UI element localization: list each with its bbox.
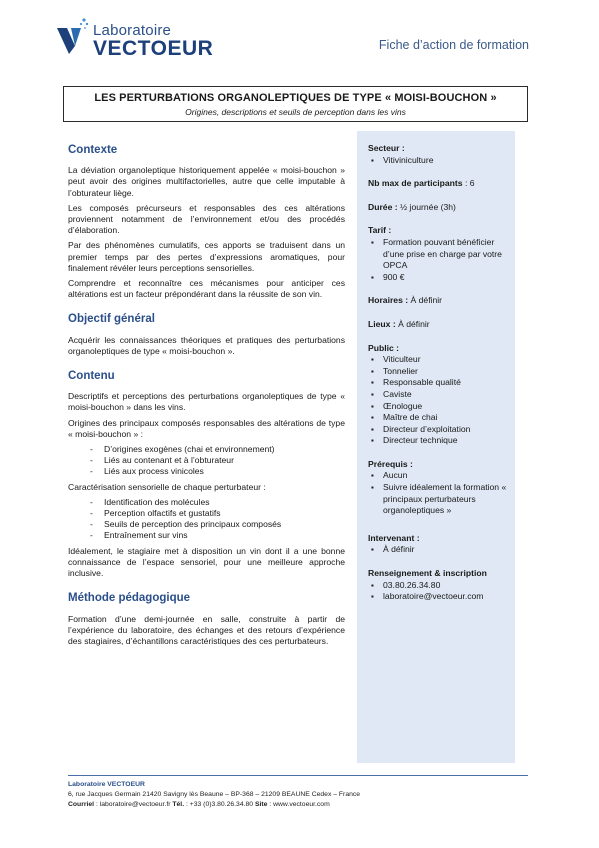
list-item: ▪ Caviste	[368, 389, 515, 401]
list-item: ▪ Directeur d’exploitation	[368, 424, 515, 436]
section-objectif	[68, 314, 345, 357]
duree-value: ½ journée (3h)	[397, 201, 456, 212]
list-item: ▪ Viticulteur	[368, 354, 515, 366]
secteur-block	[368, 143, 515, 166]
section-methode	[68, 593, 345, 647]
paragraph: La déviation organoleptique historiquement appelée « moisi-bouchon » peut avoir des origines multifactorielles, autre que celle imputable à l’obturateur liège.	[68, 165, 345, 198]
footer-contact: Courriel : laboratoire@vectoeur.fr Tél. : +33 (0)3.80.26.34.80 Site : www.vectoeur.com	[68, 801, 330, 808]
horaires-label: Horaires :	[368, 295, 409, 306]
horaires-block	[368, 295, 515, 307]
list-item: ▪ Responsable qualité	[368, 377, 515, 389]
title-box	[63, 86, 528, 122]
lieux-label: Lieux :	[368, 318, 396, 329]
list-item: ▪ Directeur technique	[368, 435, 515, 447]
dash-list	[68, 497, 345, 542]
prerequis-label: Prérequis :	[368, 458, 413, 469]
footer-company: Laboratoire VECTOEUR	[68, 781, 145, 788]
paragraph: Par des phénomènes cumulatifs, ces apports se traduisent dans un premier temps par des pertes d’expressions aromatiques, pour finalement révéler leurs perceptions sensorielles.	[68, 240, 345, 273]
list-item: - Identification des molécules	[90, 496, 210, 507]
info-sidebar	[357, 131, 515, 763]
document-type: Fiche d’action de formation	[378, 38, 529, 52]
logo-line2: VECTOEUR	[93, 37, 214, 60]
paragraph: Les composés précurseurs et responsables des ces altérations proviennent notamment de l’environnement et/ou des procédés d’élaboration.	[68, 202, 345, 236]
paragraph: Acquérir les connaissances théoriques et pratiques des perturbations organoleptiques de type « moisi-bouchon ».	[68, 334, 345, 356]
list-item: ▪ Œnologue	[368, 401, 515, 413]
paragraph: Comprendre et reconnaître ces mécanismes pour anticiper ces altérations est un facteur prépondérant dans la réussite de son vin.	[68, 278, 345, 300]
lieux-block	[368, 319, 515, 331]
logo	[57, 12, 227, 60]
list-item: - Entraînement sur vins	[90, 530, 188, 541]
list-item: ▪ Maître de chai	[368, 412, 515, 424]
footer-address: 6, rue Jacques Germain 21420 Savigny lès Beaune – BP-368 – 21209 BEAUNE Cedex – France	[68, 791, 361, 798]
intervenant-block	[368, 533, 515, 556]
secteur-label: Secteur :	[368, 143, 405, 153]
tarif-block	[368, 225, 515, 283]
section-heading: Contexte	[68, 144, 118, 156]
section-contexte	[68, 145, 345, 300]
page-subtitle: Origines, descriptions et seuils de perception dans les vins	[185, 107, 406, 117]
paragraph: Formation d’une demi-journée en salle, construite à partir de l’expérience du laboratoire, des échanges et des retours d’expérience des stagiaires, d’échantillons caractéristiques des ces perturbateurs.	[68, 613, 345, 646]
list-item: ▪ Vitiviniculture	[368, 155, 515, 167]
main-column	[68, 145, 345, 651]
section-contenu	[68, 371, 345, 579]
list-item: ▪ Aucun	[368, 470, 515, 482]
list-item: - Perception olfactifs et gustatifs	[90, 508, 221, 519]
email-item: ▪ laboratoire@vectoeur.com	[368, 591, 515, 603]
intervenant-label: Intervenant :	[368, 532, 420, 543]
renseignement-block	[368, 568, 515, 603]
tarif-label: Tarif :	[368, 225, 392, 236]
public-label: Public :	[368, 342, 400, 353]
public-block	[368, 343, 515, 447]
participants-label: Nb max de participants	[368, 178, 463, 189]
list-item: - Seuils de perception des principaux composés	[90, 519, 282, 530]
duree-block	[368, 202, 515, 214]
list-item: ▪ À définir	[368, 544, 515, 556]
paragraph: Idéalement, le stagiaire met à disposition un vin dont il a une bonne connaissance de l’espace sensoriel, pour une meilleure approche inclusive.	[68, 545, 345, 579]
lieux-value: À définir	[395, 318, 430, 329]
list-item: - Liés au contenant et à l’obturateur	[90, 455, 234, 466]
footer-divider	[68, 775, 528, 776]
footer	[68, 780, 360, 810]
section-heading: Objectif général	[68, 313, 155, 326]
paragraph: Caractérisation sensorielle de chaque perturbateur :	[68, 481, 266, 492]
list-item: - Liés aux process vinicoles	[90, 466, 204, 477]
logo-line1: Laboratoire	[93, 22, 172, 39]
list-item: - D’origines exogènes (chai et environnement)	[90, 444, 275, 455]
list-item: ▪ Tonnelier	[368, 366, 515, 378]
duree-label: Durée :	[368, 201, 398, 212]
list-item: ▪ Formation pouvant bénéficier d’une prise en charge par votre OPCA	[368, 237, 515, 272]
logo-v-icon	[57, 14, 93, 56]
section-heading: Contenu	[68, 370, 115, 383]
section-heading: Méthode pédagogique	[68, 592, 191, 605]
prerequis-block	[368, 459, 515, 517]
renseignement-label: Renseignement & inscription	[368, 568, 487, 579]
paragraph: Descriptifs et perceptions des perturbations organoleptiques de type « moisi-bouchon » dans les vins.	[68, 391, 345, 413]
paragraph: Origines des principaux composés responsables des altérations de type « moisi-bouchon » :	[68, 417, 345, 439]
participants-value: : 6	[462, 178, 475, 189]
horaires-value: À définir	[408, 295, 443, 306]
page-title: LES PERTURBATIONS ORGANOLEPTIQUES DE TYPE « MOISI-BOUCHON »	[94, 92, 497, 104]
participants-block	[368, 178, 515, 190]
list-item: ▪ 900 €	[368, 272, 515, 284]
list-item: ▪ Suivre idéalement la formation « principaux perturbateurs organoleptiques »	[368, 482, 515, 517]
phone-item: ▪ 03.80.26.34.80	[368, 580, 515, 592]
dash-list	[68, 444, 345, 478]
